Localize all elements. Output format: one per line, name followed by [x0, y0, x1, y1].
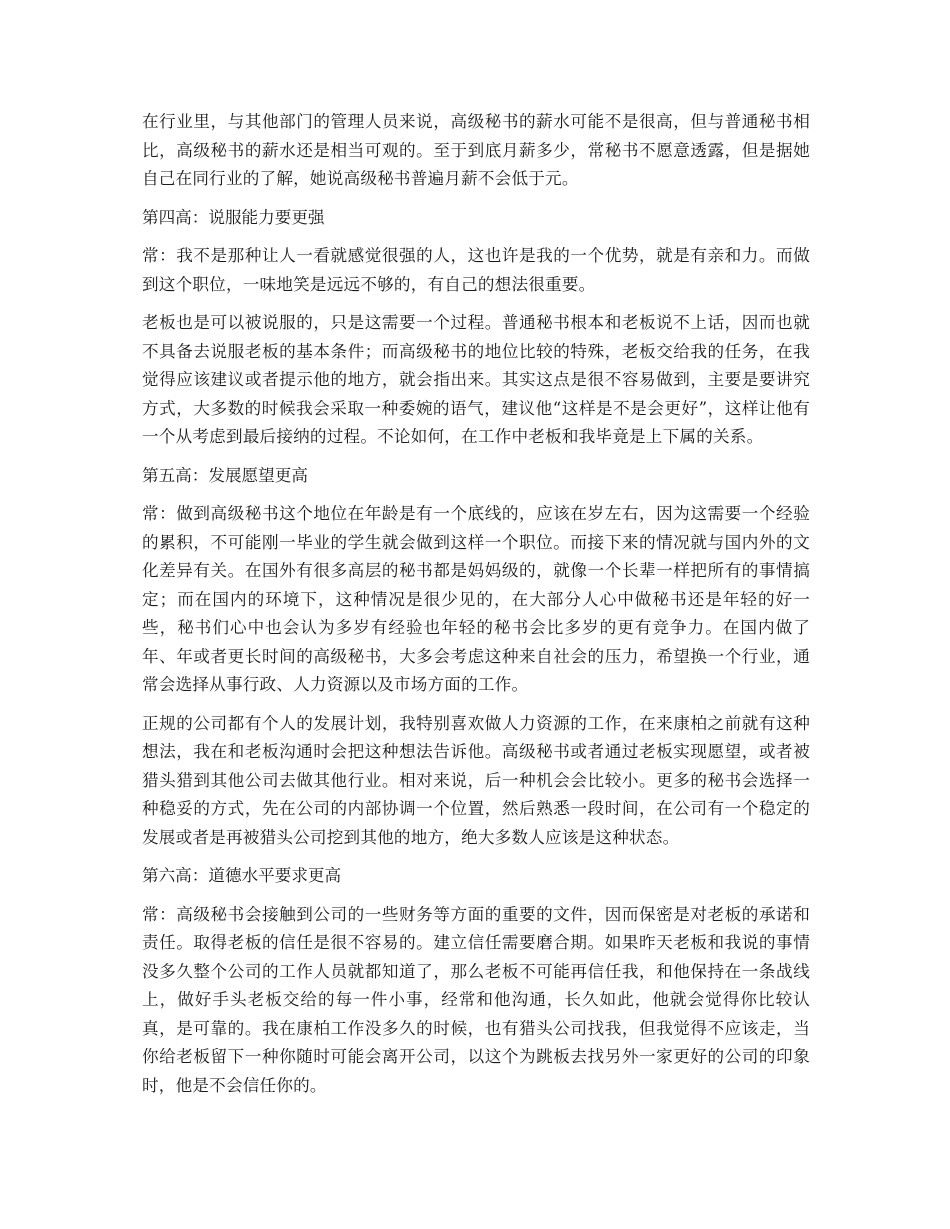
- paragraph-development-plan: 正规的公司都有个人的发展计划，我特别喜欢做人力资源的工作，在来康柏之前就有这种想法，我在和老板沟通时会把这种想法告诉他。高级秘书或者通过老板实现愿望，或者被猎头猎到其他公司去做其他行业。相对来说，后一种机会会比较小。更多的秘书会选择一种稳妥的方式，先在公司的内部协调一个位置，然后熟悉一段时间，在公司有一个稳定的发展或者是再被猎头公司挖到其他的地方，绝大多数人应该是这种状态。: [142, 713, 810, 847]
- heading-fourth: 第四高：说服能力要更强: [142, 207, 325, 227]
- heading-fifth: 第五高：发展愿望更高: [142, 465, 308, 485]
- document-page: [142, 108, 810, 1110]
- paragraph-persuasion-intro: 常：我不是那种让人一看就感觉很强的人，这也许是我的一个优势，就是有亲和力。而做到这个职位，一味地笑是远远不够的，有自己的想法很重要。: [142, 246, 810, 294]
- paragraph-salary: 在行业里，与其他部门的管理人员来说，高级秘书的薪水可能不是很高，但与普通秘书相比，高级秘书的薪水还是相当可观的。至于到底月薪多少，常秘书不愿意透露，但是据她自己在同行业的了解，她说高级秘书普遍月薪不会低于元。: [142, 112, 810, 188]
- paragraph-development-age: 常：做到高级秘书这个地位在年龄是有一个底线的，应该在岁左右，因为这需要一个经验的累积，不可能刚一毕业的学生就会做到这样一个职位。而接下来的情况就与国内外的文化差异有关。在国外有很多高层的秘书都是妈妈级的，就像一个长辈一样把所有的事情搞定；而在国内的环境下，这种情况是很少见的，在大部分人心中做秘书还是年轻的好一些，秘书们心中也会认为多岁有经验也年轻的秘书会比多岁的更有竞争力。在国内做了年、年或者更长时间的高级秘书，大多会考虑这种来自社会的压力，希望换一个行业，通常会选择从事行政、人力资源以及市场方面的工作。: [142, 504, 810, 694]
- paragraph-ethics: 常：高级秘书会接触到公司的一些财务等方面的重要的文件，因而保密是对老板的承诺和责任。取得老板的信任是很不容易的。建立信任需要磨合期。如果昨天老板和我说的事情没多久整个公司的工作人员就都知道了，那么老板不可能再信任我，和他保持在一条战线上，做好手头老板交给的每一件小事，经常和他沟通，长久如此，他就会觉得你比较认真，是可靠的。我在康柏工作没多久的时候，也有猎头公司找我，但我觉得不应该走，当你给老板留下一种你随时可能会离开公司，以这个为跳板去找另外一家更好的公司的印象时，他是不会信任你的。: [142, 904, 810, 1095]
- heading-sixth: 第六高：道德水平要求更高: [142, 866, 342, 885]
- paragraph-persuasion-boss: 老板也是可以被说服的，只是这需要一个过程。普通秘书根本和老板说不上话，因而也就不具备去说服老板的基本条件；而高级秘书的地位比较的特殊，老板交给我的任务，在我觉得应该建议或者提示他的地方，就会指出来。其实这点是很不容易做到，主要是要讲究方式，大多数的时候我会采取一种委婉的语气，建议他“这样是不是会更好”，这样让他有一个从考虑到最后接纳的过程。不论如何，在工作中老板和我毕竟是上下属的关系。: [142, 313, 810, 446]
